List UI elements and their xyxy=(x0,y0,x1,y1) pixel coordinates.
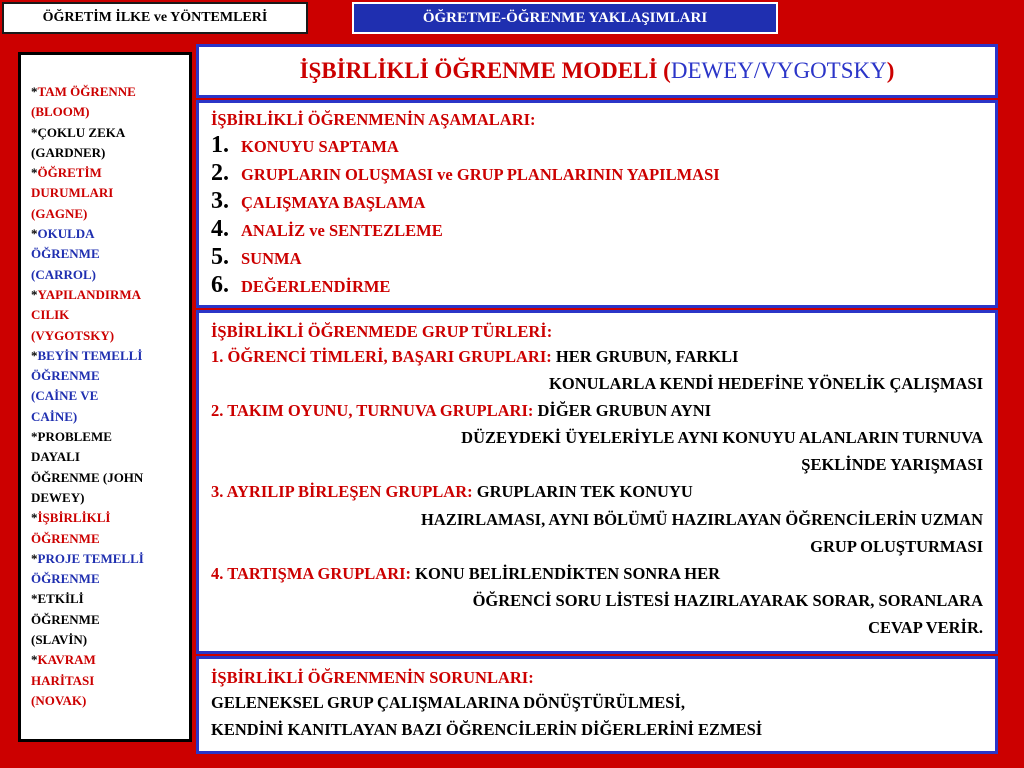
sidebar-item-line xyxy=(31,407,181,427)
sidebar-item-line xyxy=(31,691,181,711)
group-type-description: KONU BELİRLENDİKTEN SONRA HER xyxy=(415,563,721,583)
phase-step-text: KONUYU SAPTAMA xyxy=(241,137,399,156)
sidebar-item-label: ÖĞRENME (JOHN xyxy=(31,469,144,485)
bullet-star: * xyxy=(31,347,38,363)
sidebar-item-line xyxy=(31,447,181,467)
sidebar-item-label: DURUMLARI xyxy=(31,185,114,201)
sidebar-item-label: KAVRAM xyxy=(37,652,96,668)
tab-ogretim-ilke-label: ÖĞRETİM İLKE ve YÖNTEMLERİ xyxy=(42,10,268,25)
sidebar-item-label: DEWEY) xyxy=(31,489,85,505)
sidebar-item-line xyxy=(31,549,181,569)
groups-heading: İŞBİRLİKLİ ÖĞRENMEDE GRUP TÜRLERİ: xyxy=(211,322,553,341)
sidebar-item-line xyxy=(31,204,181,224)
phase-step-text: DEĞERLENDİRME xyxy=(241,277,391,296)
phase-step xyxy=(211,216,983,244)
sidebar-item-label: (BLOOM) xyxy=(31,104,90,120)
group-type-description-line: KONULARLA KENDİ HEDEFİNE YÖNELİK ÇALIŞMASI xyxy=(549,374,983,394)
group-type-name: 2. TAKIM OYUNU, TURNUVA GRUPLARI: xyxy=(211,401,534,421)
sidebar-item[interactable] xyxy=(31,549,181,590)
bullet-star: * xyxy=(31,591,38,607)
sidebar-item-line xyxy=(31,610,181,630)
sidebar-item-label: BEYİN TEMELLİ xyxy=(37,347,143,363)
sidebar-item[interactable] xyxy=(31,346,181,427)
group-type-name: 1. ÖĞRENCİ TİMLERİ, BAŞARI GRUPLARI: xyxy=(211,347,552,366)
group-type-first-line xyxy=(211,397,983,424)
sidebar-item-line xyxy=(31,82,181,102)
sidebar-item-line xyxy=(31,508,181,528)
problems-heading: İŞBİRLİKLİ ÖĞRENMENİN SORUNLARI: xyxy=(211,668,534,687)
sidebar-item-label: HARİTASI xyxy=(31,672,95,688)
sidebar xyxy=(18,52,192,742)
sidebar-item-label: ÖĞRENME xyxy=(31,246,100,262)
sidebar-item-line xyxy=(31,183,181,203)
group-type-description-line: ÖĞRENCİ SORU LİSTESİ HAZIRLAYARAK SORAR, SORANLARA xyxy=(472,590,983,610)
sidebar-item[interactable] xyxy=(31,427,181,508)
tab-ogretme-ogrenme-label: ÖĞRETME-ÖĞRENME YAKLAŞIMLARI xyxy=(422,9,708,26)
group-type-description: HER GRUBUN, FARKLI xyxy=(555,347,739,366)
sidebar-item-label: (SLAVİN) xyxy=(31,632,88,648)
sidebar-item-line xyxy=(31,102,181,122)
phase-step xyxy=(211,272,983,300)
sidebar-item-label: CAİNE) xyxy=(31,408,78,424)
groups-panel xyxy=(196,310,998,654)
phase-step-text: SUNMA xyxy=(241,249,302,268)
phase-step-number: 1. xyxy=(211,132,229,158)
group-type xyxy=(211,560,983,641)
problems-list xyxy=(211,689,983,743)
sidebar-item-line xyxy=(31,366,181,386)
problems-panel xyxy=(196,656,998,754)
group-type-description: DİĞER GRUBUN AYNI xyxy=(537,401,712,421)
sidebar-item-line xyxy=(31,305,181,325)
group-type-name: 4. TARTIŞMA GRUPLARI: xyxy=(211,563,412,583)
group-type-description-line: DÜZEYDEKİ ÜYELERİYLE AYNI KONUYU ALANLARIN TURNUVA xyxy=(461,428,983,448)
phase-step-number: 5. xyxy=(211,244,229,270)
problem-line: GELENEKSEL GRUP ÇALIŞMALARINA DÖNÜŞTÜRÜLMESİ, xyxy=(211,693,686,712)
sidebar-item-label: ÇOKLU ZEKA xyxy=(37,124,126,140)
group-type-first-line xyxy=(211,343,983,370)
sidebar-item-line xyxy=(31,529,181,549)
groups-list xyxy=(211,343,983,641)
phase-step xyxy=(211,188,983,216)
sidebar-item-line xyxy=(31,630,181,650)
phase-step-number: 2. xyxy=(211,160,229,186)
bullet-star: * xyxy=(31,652,38,668)
sidebar-item-line xyxy=(31,346,181,366)
bullet-star: * xyxy=(31,429,38,445)
phase-step-number: 6. xyxy=(211,272,229,298)
bullet-star: * xyxy=(31,286,38,302)
sidebar-item-label: TAM ÖĞRENNE xyxy=(37,84,136,99)
sidebar-item-line xyxy=(31,244,181,264)
sidebar-item-label: ETKİLİ xyxy=(37,591,84,607)
group-type-description-line: HAZIRLAMASI, AYNI BÖLÜMÜ HAZIRLAYAN ÖĞRENCİLERİN UZMAN xyxy=(420,509,983,529)
sidebar-item-label: YAPILANDIRMA xyxy=(37,286,142,302)
sidebar-item-line xyxy=(31,589,181,609)
group-type-first-line xyxy=(211,560,983,587)
sidebar-item-line xyxy=(31,143,181,163)
sidebar-item-label: (GARDNER) xyxy=(31,144,106,160)
sidebar-item-line xyxy=(31,123,181,143)
sidebar-item-label: ÖĞRETİM xyxy=(37,165,102,181)
sidebar-item-label: DAYALI xyxy=(31,449,80,465)
sidebar-item-label: PROBLEME xyxy=(37,429,112,445)
group-type xyxy=(211,343,983,397)
sidebar-item-label: (CAİNE VE xyxy=(31,388,99,404)
sidebar-item-line xyxy=(31,163,181,183)
page-title xyxy=(196,44,998,98)
group-type-description-line: ŞEKLİNDE YARIŞMASI xyxy=(801,455,983,475)
sidebar-item-line xyxy=(31,650,181,670)
sidebar-item[interactable] xyxy=(31,508,181,549)
phase-step xyxy=(211,160,983,188)
sidebar-item-line xyxy=(31,488,181,508)
phases-list xyxy=(211,132,983,300)
sidebar-item-label: (NOVAK) xyxy=(31,692,87,708)
sidebar-item[interactable] xyxy=(31,82,181,123)
bullet-star: * xyxy=(31,84,38,99)
group-type-description-line: CEVAP VERİR. xyxy=(868,617,983,637)
group-type-description: GRUPLARIN TEK KONUYU xyxy=(476,482,693,502)
sidebar-item[interactable] xyxy=(31,285,181,346)
group-type xyxy=(211,478,983,559)
phase-step-text: ANALİZ ve SENTEZLEME xyxy=(241,221,443,240)
sidebar-item-label: ÖĞRENME xyxy=(31,571,100,587)
sidebar-item-line xyxy=(31,285,181,305)
sidebar-item-line xyxy=(31,427,181,447)
group-type-first-line xyxy=(211,478,983,505)
phase-step xyxy=(211,132,983,160)
sidebar-item-label: OKULDA xyxy=(37,226,95,242)
phase-step-text: GRUPLARIN OLUŞMASI ve GRUP PLANLARININ YAPILMASI xyxy=(241,165,720,184)
sidebar-item-line xyxy=(31,671,181,691)
page-title-close: ) xyxy=(886,58,895,83)
bullet-star: * xyxy=(31,226,38,242)
phases-heading: İŞBİRLİKLİ ÖĞRENMENİN AŞAMALARI: xyxy=(211,110,536,129)
sidebar-item-label: ÖĞRENME xyxy=(31,530,100,546)
bullet-star: * xyxy=(31,165,38,181)
sidebar-item-label: (CARROL) xyxy=(31,266,96,282)
sidebar-item-label: (VYGOTSKY) xyxy=(31,327,115,343)
phases-panel xyxy=(196,100,998,308)
page-title-main: İŞBİRLİKLİ ÖĞRENME MODELİ ( xyxy=(299,58,671,83)
sidebar-item-label: (GAGNE) xyxy=(31,205,88,221)
sidebar-item-line xyxy=(31,468,181,488)
sidebar-item-line xyxy=(31,386,181,406)
bullet-star: * xyxy=(31,124,38,140)
sidebar-item-label: CILIK xyxy=(31,307,70,323)
sidebar-item[interactable] xyxy=(31,123,181,164)
bullet-star: * xyxy=(31,550,38,566)
sidebar-item-line xyxy=(31,224,181,244)
phase-step xyxy=(211,244,983,272)
bullet-star: * xyxy=(31,510,38,526)
sidebar-item-label: PROJE TEMELLİ xyxy=(37,550,144,566)
tab-ogretme-ogrenme[interactable] xyxy=(352,2,778,34)
sidebar-item-line xyxy=(31,265,181,285)
sidebar-item-label: İŞBİRLİKLİ xyxy=(37,510,111,526)
phase-step-text: ÇALIŞMAYA BAŞLAMA xyxy=(241,193,426,212)
sidebar-item[interactable] xyxy=(31,589,181,650)
group-type-description-line: GRUP OLUŞTURMASI xyxy=(810,536,983,556)
sidebar-item-label: ÖĞRENME xyxy=(31,368,100,384)
tab-ogretim-ilke[interactable] xyxy=(2,2,308,34)
sidebar-item[interactable] xyxy=(31,163,181,224)
sidebar-item-line xyxy=(31,569,181,589)
group-type-name: 3. AYRILIP BİRLEŞEN GRUPLAR: xyxy=(211,482,473,502)
sidebar-item-line xyxy=(31,326,181,346)
sidebar-item-label: ÖĞRENME xyxy=(31,611,100,627)
page-title-accent: DEWEY/VYGOTSKY xyxy=(670,58,887,83)
phase-step-number: 4. xyxy=(211,216,229,242)
problem-line: KENDİNİ KANITLAYAN BAZI ÖĞRENCİLERİN DİĞERLERİNİ EZMESİ xyxy=(211,720,763,739)
sidebar-item[interactable] xyxy=(31,224,181,285)
sidebar-item[interactable] xyxy=(31,650,181,711)
group-type xyxy=(211,397,983,478)
phase-step-number: 3. xyxy=(211,188,229,214)
